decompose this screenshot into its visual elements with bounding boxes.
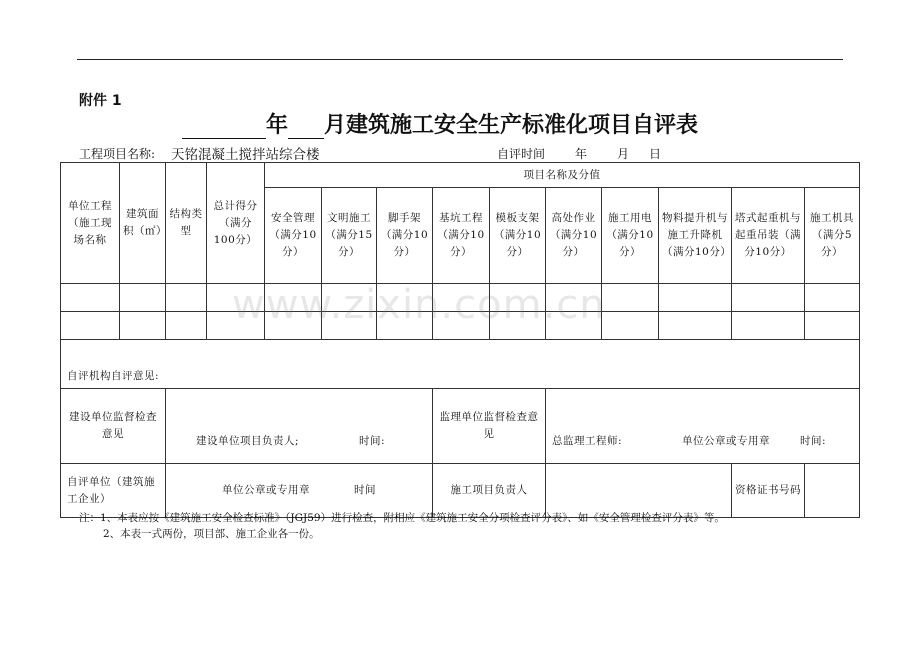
cell[interactable] [207, 284, 265, 312]
cell[interactable] [377, 312, 433, 340]
year-blank [182, 116, 266, 139]
cell[interactable] [166, 312, 207, 340]
cell[interactable] [265, 312, 322, 340]
cell[interactable] [546, 312, 602, 340]
attachment-label: 附件 1 [79, 93, 122, 109]
item-header: 模板支架（满分10分） [490, 188, 546, 284]
note-1: 注：1、本表应按《建筑施工安全检查标准》（JGJ59）进行检查，附相应《建筑施工安全分项检查评分表》、如《安全管理检查评分表》等。 [79, 512, 725, 524]
title-main: 月建筑施工安全生产标准化项目自评表 [324, 113, 699, 138]
cell[interactable] [61, 312, 120, 340]
note-2: 2、本表一式两份，项目部、施工企业各一份。 [103, 528, 320, 540]
supervision-label: 监理单位监督检查意见 [433, 389, 546, 464]
evaluation-table [60, 162, 860, 518]
eval-time [497, 145, 661, 162]
self-opinion-label[interactable]: 自评机构自评意见: [61, 340, 860, 389]
cell[interactable] [433, 284, 490, 312]
cell[interactable] [602, 312, 659, 340]
chief-engineer: 总监理工程师: [552, 434, 623, 447]
cell[interactable] [602, 284, 659, 312]
cert-no-label: 资格证书号码 [732, 464, 805, 518]
self-unit-time: 时间 [354, 484, 376, 496]
item-header: 安全管理（满分10分） [265, 188, 322, 284]
self-unit-label: 自评单位（建筑施工企业） [61, 464, 166, 518]
eval-year: 年 [575, 147, 588, 161]
construction-sign-area[interactable] [166, 389, 433, 464]
cell[interactable] [546, 284, 602, 312]
cell[interactable] [659, 312, 732, 340]
seal-time: 时间: [800, 434, 827, 447]
watermark: www.zixin.com.cn [232, 282, 606, 328]
table-row [61, 284, 860, 312]
cell[interactable] [377, 284, 433, 312]
item-header: 高处作业（满分10分） [546, 188, 602, 284]
self-unit-seal: 单位公章或专用章 [222, 484, 310, 496]
eval-month: 月 [617, 147, 630, 161]
supervision-sign-area[interactable] [546, 389, 860, 464]
item-header: 施工机具（满分5分） [805, 188, 860, 284]
page-title [182, 108, 698, 139]
col-area-header: 建筑面积（㎡） [120, 163, 166, 284]
title-year: 年 [266, 113, 289, 138]
cell[interactable] [265, 284, 322, 312]
eval-time-label: 自评时间 [497, 147, 546, 161]
item-header: 文明施工（满分15分） [322, 188, 377, 284]
item-header: 物料提升机与施工升降机（满分10分） [659, 188, 732, 284]
top-rule [77, 59, 843, 60]
item-header: 塔式起重机与起重吊装（满分10分） [732, 188, 805, 284]
cell[interactable] [433, 312, 490, 340]
col-structure-header: 结构类型 [166, 163, 207, 284]
construction-unit-label: 建设单位监督检查意见 [61, 389, 166, 464]
seal-label: 单位公章或专用章 [682, 434, 771, 447]
cell[interactable] [322, 312, 377, 340]
group-header: 项目名称及分值 [265, 163, 860, 188]
cell[interactable] [490, 284, 546, 312]
item-header: 基坑工程（满分10分） [433, 188, 490, 284]
cell[interactable] [166, 284, 207, 312]
project-name-label: 工程项目名称: [79, 147, 156, 161]
item-header: 脚手架（满分10分） [377, 188, 433, 284]
cell[interactable] [61, 284, 120, 312]
cell[interactable] [207, 312, 265, 340]
cell[interactable] [322, 284, 377, 312]
project-name-value: 天铭混凝土搅拌站综合楼 [171, 147, 320, 163]
cell[interactable] [120, 312, 166, 340]
col-total-header: 总计得分（满分100分） [207, 163, 265, 284]
cert-no-value[interactable] [805, 464, 860, 518]
cell[interactable] [732, 284, 805, 312]
month-blank [288, 116, 324, 139]
col-unit-header: 单位工程（施工现场名称 [61, 163, 120, 284]
cell[interactable] [120, 284, 166, 312]
construction-sign: 建设单位项目负责人; [196, 434, 300, 447]
cell[interactable] [805, 284, 860, 312]
cell[interactable] [805, 312, 860, 340]
eval-day: 日 [649, 147, 662, 161]
cell[interactable] [659, 284, 732, 312]
notes [79, 510, 725, 542]
cell[interactable] [490, 312, 546, 340]
construction-time: 时间: [359, 434, 386, 447]
table-row [61, 312, 860, 340]
cell[interactable] [732, 312, 805, 340]
item-header: 施工用电（满分10分） [602, 188, 659, 284]
project-manager: 施工项目负责人 [433, 464, 546, 518]
